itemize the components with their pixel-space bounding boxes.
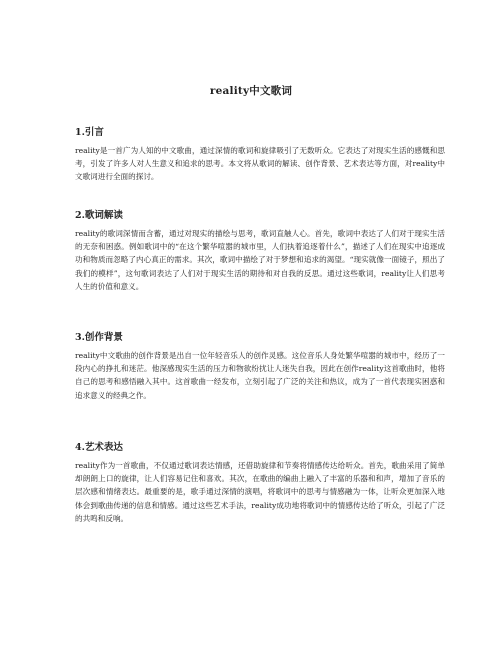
section-body: reality是一首广为人知的中文歌曲，通过深情的歌词和旋律吸引了无数听众。它表达了对现实生活的感慨和思考，引发了许多人对人生意义和追求的思考。本文将从歌词的解读、创作背景、艺术表达等方面，对reality中文歌词进行全面的探讨。 [75,146,445,182]
section-lyrics-interpretation [75,207,445,293]
section-heading: 2.歌词解读 [75,210,123,221]
section-heading: 1.引言 [75,127,104,138]
section-creation-background [75,329,445,402]
section-introduction [75,124,445,184]
document-title: reality中文歌词 [209,85,293,97]
section-heading: 3.创作背景 [75,332,123,343]
section-body: reality的歌词深情而含蓄，通过对现实的描绘与思考，歌词直触人心。首先，歌词中表达了人们对于现实生活的无奈和困惑。例如歌词中的“在这个繁华喧嚣的城市里，人们执着追逐着什么”，描述了人们在现实中追逐成功和物质而忽略了内心真正的需求。其次，歌词中描绘了对于梦想和追求的渴望。“现实就像一面镜子，照出了我们的模样”，这句歌词表达了人们对于现实生活的期待和对自我的反思。通过这些歌词，reality让人们思考人生的价值和意义。 [75,229,445,291]
section-heading: 4.艺术表达 [75,442,123,453]
section-artistic-expression [75,439,445,525]
section-body: reality作为一首歌曲，不仅通过歌词表达情感，还借助旋律和节奏将情感传达给听众。首先，歌曲采用了简单却朗朗上口的旋律，让人们容易记住和喜欢。其次，在歌曲的编曲上融入了丰富的乐器和和声，增加了音乐的层次感和情绪表达。最重要的是，歌手通过深情的演唱，将歌词中的思考与情感融为一体，让听众更加深入地体会到歌曲传递的信息和情感。通过这些艺术手法，reality成功地将歌词中的情感传达给了听众，引起了广泛的共鸣和反响。 [75,461,445,523]
section-body: reality中文歌曲的创作背景是出自一位年轻音乐人的创作灵感。这位音乐人身处繁华喧嚣的城市中，经历了一段内心的挣扎和迷茫。他深感现实生活的压力和物欲纷扰让人迷失自我，因此在创作reality这首歌曲时，他将自己的思考和感悟融入其中。这首歌曲一经发布，立刻引起了广泛的关注和热议，成为了一首代表现实困惑和追求意义的经典之作。 [75,351,445,400]
